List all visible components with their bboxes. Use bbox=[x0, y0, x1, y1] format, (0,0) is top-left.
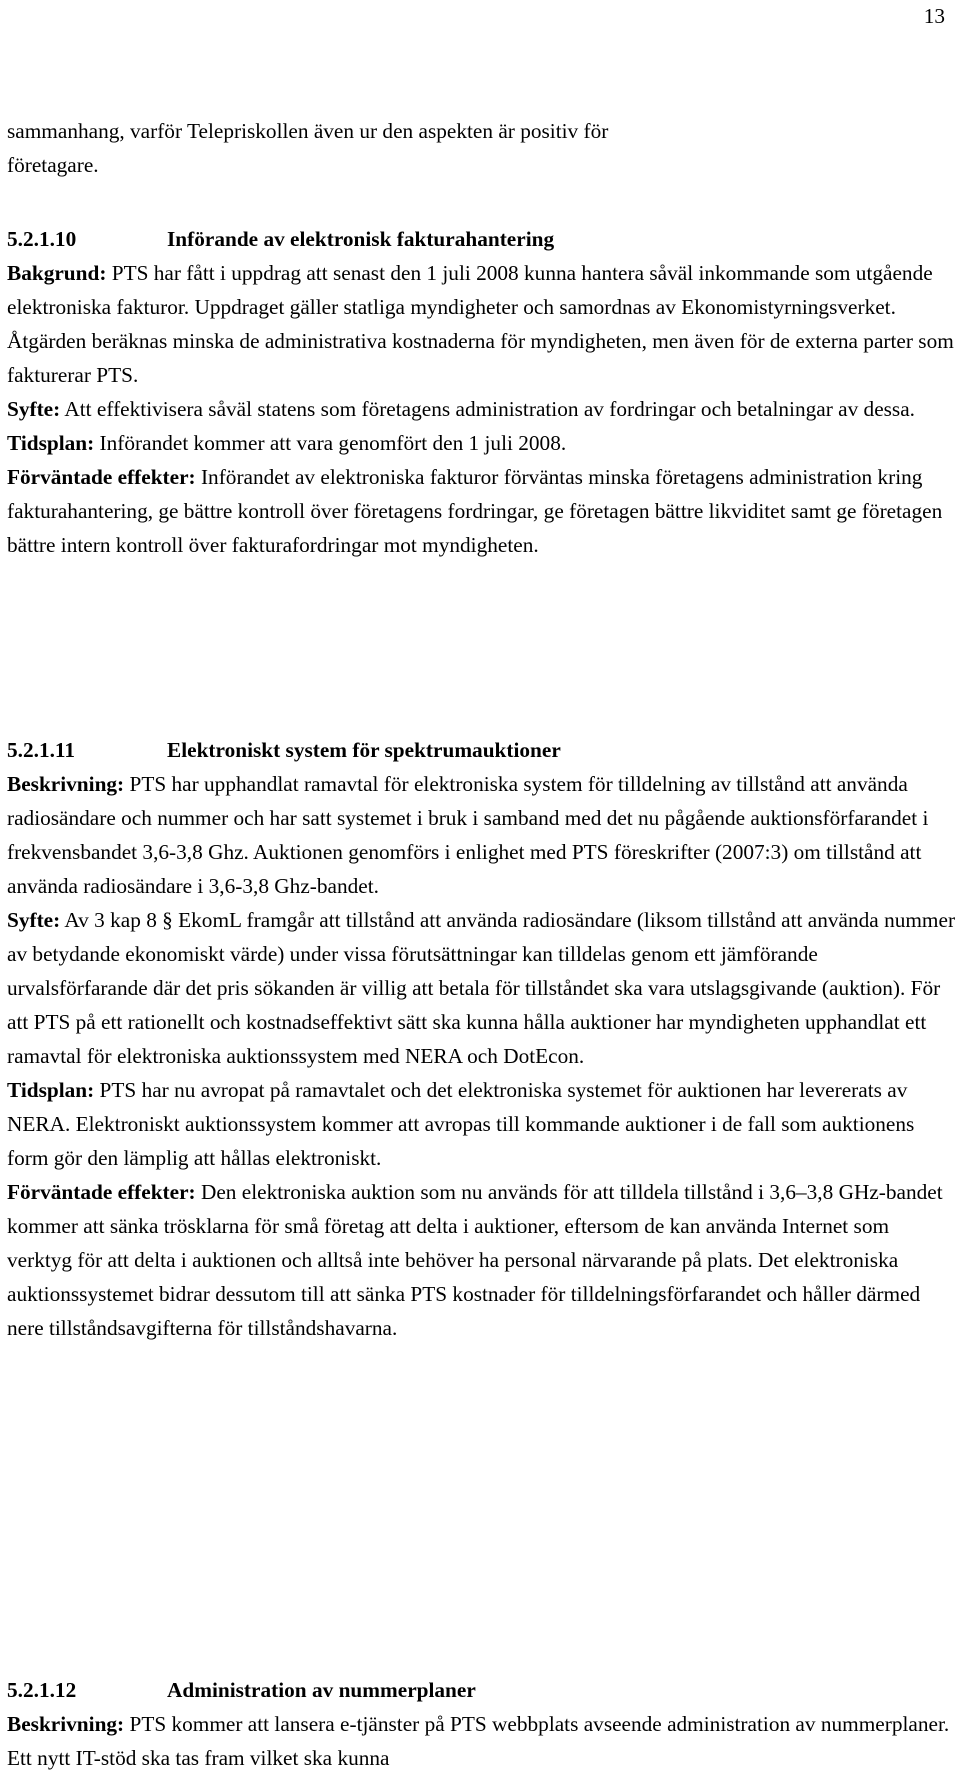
section-body-12 bbox=[7, 1707, 957, 1775]
beskrivning-label-11: Beskrivning: bbox=[7, 772, 125, 796]
bakgrund-text: PTS har fått i uppdrag att senast den 1 juli 2008 kunna hantera såväl inkommande som utgående elektroniska fakturor. Uppdraget gäller statliga myndigheter och samordnas av Ekonomistyrningsverket. Åtgärden beräknas minska de administrativa kostnaderna för myndigheten, men även för de externa parter som fakturerar PTS. bbox=[7, 261, 954, 387]
bakgrund-label: Bakgrund: bbox=[7, 261, 107, 285]
section-body-10 bbox=[7, 256, 957, 562]
section-number-12: 5.2.1.12 bbox=[7, 1678, 77, 1702]
effekter-text-11: Den elektroniska auktion som nu används för att tilldela tillstånd i 3,6–3,8 GHz-bandet kommer att sänka trösklarna för små företag att delta i auktioner, eftersom de kan använda Internet som verktyg för att delta i auktionen och alltså inte behöver ha personal närvarande på plats. Det elektroniska auktionssystemet bidrar dessutom till att sänka PTS kostnader för tilldelningsförfarandet och håller därmed nere tillståndsavgifterna för tillståndshavarna. bbox=[7, 1180, 943, 1340]
beskrivning-paragraph-12 bbox=[7, 1707, 957, 1775]
section-number-10: 5.2.1.10 bbox=[7, 227, 77, 251]
effekter-label-10: Förväntade effekter: bbox=[7, 465, 196, 489]
section-number-11: 5.2.1.11 bbox=[7, 738, 76, 762]
syfte-text-10: Att effektivisera såväl statens som företagens administration av fordringar och betalningar av dessa. bbox=[60, 397, 916, 421]
beskrivning-text-12: PTS kommer att lansera e-tjänster på PTS webbplats avseende administration av nummerplaner. Ett nytt IT-stöd ska tas fram vilket ska kunna bbox=[7, 1712, 950, 1770]
syfte-label-10: Syfte: bbox=[7, 397, 61, 421]
section-body-11 bbox=[7, 767, 957, 1345]
tidsplan-text-11: PTS har nu avropat på ramavtalet och det elektroniska systemet för auktionen har levererats av NERA. Elektroniskt auktionssystem kommer att avropas till kommande auktioner i de fall som auktionens form gör den lämplig att hållas elektroniskt. bbox=[7, 1078, 915, 1170]
section-title-10: Införande av elektronisk fakturahantering bbox=[167, 227, 555, 251]
beskrivning-label-12: Beskrivning: bbox=[7, 1712, 125, 1736]
tidsplan-label-11: Tidsplan: bbox=[7, 1078, 95, 1102]
section-heading-10 bbox=[7, 222, 554, 256]
intro-line-2: företagare. bbox=[7, 153, 99, 177]
section-heading-12 bbox=[7, 1673, 476, 1707]
effekter-text-10: Införandet av elektroniska fakturor förväntas minska företagens administration kring fakturahantering, ge bättre kontroll över företagens fordringar, ge företagen bättre likviditet samt ge företagen bättre intern kontroll över fakturafordringar mot myndigheten. bbox=[7, 465, 943, 557]
syfte-paragraph-10 bbox=[7, 392, 957, 426]
section-title-12: Administration av nummerplaner bbox=[167, 1678, 476, 1702]
tidsplan-paragraph-10 bbox=[7, 426, 957, 460]
tidsplan-text-10: Införandet kommer att vara genomfört den 1 juli 2008. bbox=[94, 431, 567, 455]
effekter-paragraph-11 bbox=[7, 1175, 957, 1345]
effekter-paragraph-10 bbox=[7, 460, 957, 562]
section-title-11: Elektroniskt system för spektrumauktioner bbox=[167, 738, 561, 762]
beskrivning-text-11: PTS har upphandlat ramavtal för elektroniska system för tilldelning av tillstånd att använda radiosändare och nummer och har satt systemet i bruk i samband med det nu pågående auktionsförfarandet i frekvensbandet 3,6-3,8 Ghz. Auktionen genomförs i enlighet med PTS föreskrifter (2007:3) om tillstånd att använda radiosändare i 3,6-3,8 Ghz-bandet. bbox=[7, 772, 929, 898]
intro-line-1: sammanhang, varför Telepriskollen även ur den aspekten är positiv för bbox=[7, 119, 609, 143]
tidsplan-label-10: Tidsplan: bbox=[7, 431, 95, 455]
tidsplan-paragraph-11 bbox=[7, 1073, 957, 1175]
bakgrund-paragraph bbox=[7, 256, 957, 392]
syfte-paragraph-11 bbox=[7, 903, 957, 1073]
page-number: 13 bbox=[923, 4, 945, 28]
syfte-label-11: Syfte: bbox=[7, 908, 61, 932]
beskrivning-paragraph-11 bbox=[7, 767, 957, 903]
intro-paragraph bbox=[7, 114, 957, 182]
section-heading-11 bbox=[7, 733, 561, 767]
syfte-text-11: Av 3 kap 8 § EkomL framgår att tillstånd att använda radiosändare (liksom tillstånd att använda nummer av betydande ekonomiskt värde) under vissa förutsättningar kan tilldelas genom ett jämförande urvalsförfarande där det pris sökanden är villig att betala för tillståndet ska vara utslagsgivande (auktion). För att PTS på ett rationellt och kostnadseffektivt sätt ska kunna hålla auktioner har myndigheten upphandlat ett ramavtal för elektroniska auktionssystem med NERA och DotEcon. bbox=[7, 908, 956, 1068]
effekter-label-11: Förväntade effekter: bbox=[7, 1180, 196, 1204]
